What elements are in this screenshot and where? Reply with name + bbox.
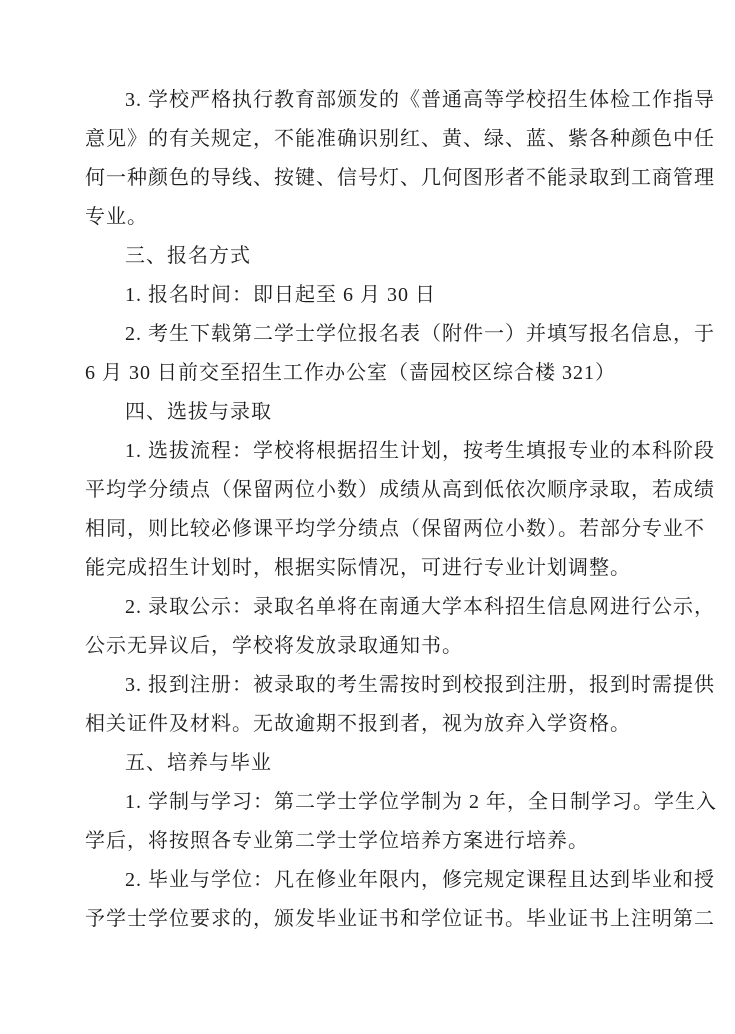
section-heading: 三、报名方式 — [125, 245, 251, 267]
text-line: 意见》的有关规定，不能准确识别红、黄、绿、蓝、紫各种颜色中任 — [85, 128, 715, 150]
text-line: 专业。 — [85, 206, 148, 228]
paragraph-admission-publicity — [85, 588, 715, 666]
text-line: 相关证件及材料。无故逾期不报到者，视为放弃入学资格。 — [85, 713, 631, 735]
paragraph-registration-time — [85, 276, 650, 315]
section-heading: 五、培养与毕业 — [125, 752, 272, 774]
paragraph-selection-process — [85, 432, 715, 588]
text-line: 公示无异议后，学校将发放录取通知书。 — [85, 635, 463, 657]
text-line: 2. 考生下载第二学士学位报名表（附件一）并填写报名信息，于 — [125, 323, 715, 345]
text-line: 3. 学校严格执行教育部颁发的《普通高等学校招生体检工作指导 — [125, 89, 715, 111]
text-line: 1. 学制与学习：第二学士学位学制为 2 年，全日制学习。学生入 — [125, 791, 717, 813]
text-line: 予学士学位要求的，颁发毕业证书和学位证书。毕业证书上注明第二 — [85, 908, 715, 930]
text-line: 1. 报名时间：即日起至 6 月 30 日 — [125, 284, 436, 306]
text-line: 2. 毕业与学位：凡在修业年限内，修完规定课程且达到毕业和授 — [125, 869, 715, 891]
text-line: 学后，将按照各专业第二学士学位培养方案进行培养。 — [85, 830, 589, 852]
heading-selection-admission — [85, 393, 650, 432]
text-line: 能完成招生计划时，根据实际情况，可进行专业计划调整。 — [85, 557, 631, 579]
paragraph-graduation-degree — [85, 861, 715, 939]
paragraph-registration-form — [85, 315, 715, 393]
paragraph-check-in-registration — [85, 666, 715, 744]
heading-registration-method — [85, 237, 650, 276]
paragraph-schooling-system — [85, 783, 717, 861]
text-line: 3. 报到注册：被录取的考生需按时到校报到注册，报到时需提供 — [125, 674, 715, 696]
text-line: 1. 选拔流程：学校将根据招生计划，按考生填报专业的本科阶段 — [125, 440, 715, 462]
text-line: 何一种颜色的导线、按键、信号灯、几何图形者不能录取到工商管理 — [85, 167, 715, 189]
paragraph-medical-exam-rule — [85, 81, 715, 237]
text-line: 2. 录取公示：录取名单将在南通大学本科招生信息网进行公示， — [125, 596, 715, 618]
text-line: 6 月 30 日前交至招生工作办公室（啬园校区综合楼 321） — [85, 362, 616, 384]
text-line: 相同，则比较必修课平均学分绩点（保留两位小数）。若部分专业不 — [85, 518, 705, 540]
section-heading: 四、选拔与录取 — [125, 401, 272, 423]
text-line: 平均学分绩点（保留两位小数）成绩从高到低依次顺序录取，若成绩 — [85, 479, 715, 501]
heading-training-graduation — [85, 744, 650, 783]
